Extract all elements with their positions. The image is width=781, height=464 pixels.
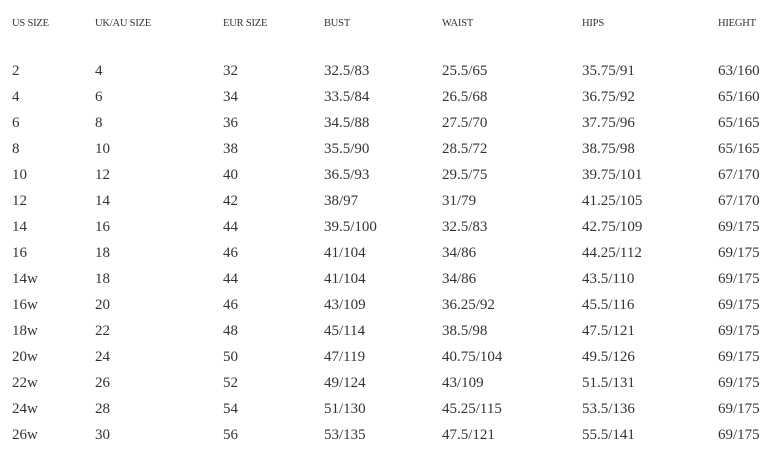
cell-bust: 32.5/83 [324,63,370,79]
cell-waist: 38.5/98 [442,323,488,339]
cell-bust: 51/130 [324,401,366,417]
column-header-bust: BUST [324,18,351,29]
cell-uk-au-size: 22 [95,323,110,339]
cell-us-size: 16w [12,297,38,313]
cell-bust: 45/114 [324,323,366,339]
cell-waist: 34/86 [442,245,477,261]
table-row [0,214,781,240]
left-gutter [0,318,12,344]
cell-us-size: 6 [12,115,20,131]
left-gutter [0,292,12,318]
cell-waist: 31/79 [442,193,477,209]
cell-uk-au-size: 16 [95,219,110,235]
cell-uk-au-size: 4 [95,63,103,79]
left-gutter [0,136,12,162]
cell-waist: 32.5/83 [442,219,488,235]
cell-height: 67/170 [718,193,760,209]
cell-uk-au-size: 18 [95,271,110,287]
table-row [0,188,781,214]
cell-hips: 53.5/136 [582,401,635,417]
cell-height: 65/165 [718,141,760,157]
cell-eur-size: 44 [223,219,238,235]
cell-bust: 47/119 [324,349,366,365]
cell-waist: 43/109 [442,375,484,391]
table-row [0,240,781,266]
cell-height: 69/175 [718,427,760,443]
cell-height: 63/160 [718,63,760,79]
column-header-waist: WAIST [442,18,474,29]
table-row [0,396,781,422]
cell-bust: 43/109 [324,297,366,313]
cell-bust: 41/104 [324,271,366,287]
cell-eur-size: 34 [223,89,238,105]
column-header-hips: HIPS [582,18,604,29]
left-gutter [0,266,12,292]
table-row [0,84,781,110]
cell-hips: 41.25/105 [582,193,643,209]
size-chart-header [0,0,781,48]
cell-us-size: 14w [12,271,38,287]
cell-waist: 25.5/65 [442,63,488,79]
left-gutter [0,370,12,396]
cell-us-size: 18w [12,323,38,339]
cell-bust: 36.5/93 [324,167,370,183]
cell-eur-size: 52 [223,375,238,391]
cell-bust: 39.5/100 [324,219,377,235]
cell-uk-au-size: 26 [95,375,110,391]
cell-eur-size: 50 [223,349,238,365]
cell-eur-size: 46 [223,245,238,261]
left-gutter [0,188,12,214]
cell-hips: 55.5/141 [582,427,635,443]
cell-eur-size: 40 [223,167,238,183]
left-gutter [0,396,12,422]
cell-waist: 34/86 [442,271,477,287]
cell-waist: 28.5/72 [442,141,488,157]
cell-height: 69/175 [718,271,760,287]
table-row [0,48,781,84]
cell-hips: 47.5/121 [582,323,635,339]
cell-hips: 36.75/92 [582,89,635,105]
size-chart-body [0,48,781,448]
left-gutter [0,0,12,48]
cell-bust: 49/124 [324,375,366,391]
cell-height: 69/175 [718,375,760,391]
cell-eur-size: 46 [223,297,238,313]
cell-us-size: 8 [12,141,20,157]
cell-uk-au-size: 12 [95,167,110,183]
cell-eur-size: 38 [223,141,238,157]
cell-hips: 37.75/96 [582,115,635,131]
table-row [0,318,781,344]
cell-waist: 27.5/70 [442,115,488,131]
cell-bust: 38/97 [324,193,359,209]
cell-waist: 29.5/75 [442,167,488,183]
left-gutter [0,110,12,136]
cell-us-size: 14 [12,219,27,235]
cell-waist: 36.25/92 [442,297,495,313]
cell-eur-size: 44 [223,271,238,287]
cell-uk-au-size: 30 [95,427,110,443]
cell-height: 69/175 [718,245,760,261]
cell-hips: 42.75/109 [582,219,643,235]
cell-us-size: 20w [12,349,38,365]
table-row [0,370,781,396]
cell-bust: 33.5/84 [324,89,370,105]
column-header-eur-size: EUR SIZE [223,18,268,29]
cell-height: 65/165 [718,115,760,131]
cell-uk-au-size: 18 [95,245,110,261]
cell-hips: 44.25/112 [582,245,642,261]
cell-us-size: 24w [12,401,38,417]
cell-hips: 45.5/116 [582,297,635,313]
cell-eur-size: 48 [223,323,238,339]
left-gutter [0,162,12,188]
cell-hips: 39.75/101 [582,167,643,183]
cell-eur-size: 54 [223,401,238,417]
cell-hips: 51.5/131 [582,375,635,391]
table-row [0,136,781,162]
cell-hips: 43.5/110 [582,271,635,287]
cell-bust: 35.5/90 [324,141,370,157]
column-header-uk-au-size: UK/AU SIZE [95,18,152,29]
cell-uk-au-size: 8 [95,115,103,131]
cell-us-size: 10 [12,167,27,183]
table-row [0,422,781,448]
cell-eur-size: 56 [223,427,238,443]
cell-hips: 38.75/98 [582,141,635,157]
cell-us-size: 22w [12,375,38,391]
cell-us-size: 12 [12,193,27,209]
cell-waist: 47.5/121 [442,427,495,443]
table-row [0,292,781,318]
cell-uk-au-size: 6 [95,89,103,105]
cell-height: 65/160 [718,89,760,105]
cell-eur-size: 36 [223,115,238,131]
left-gutter [0,344,12,370]
cell-us-size: 2 [12,63,20,79]
cell-height: 69/175 [718,219,760,235]
table-row [0,344,781,370]
left-gutter [0,214,12,240]
cell-uk-au-size: 20 [95,297,110,313]
cell-bust: 53/135 [324,427,366,443]
cell-height: 67/170 [718,167,760,183]
left-gutter [0,84,12,110]
cell-us-size: 4 [12,89,20,105]
cell-waist: 45.25/115 [442,401,502,417]
header-row [0,0,781,48]
table-row [0,110,781,136]
cell-height: 69/175 [718,297,760,313]
left-gutter [0,422,12,448]
cell-us-size: 16 [12,245,27,261]
cell-waist: 40.75/104 [442,349,503,365]
cell-eur-size: 32 [223,63,238,79]
cell-hips: 49.5/126 [582,349,635,365]
left-gutter [0,48,12,84]
column-header-height: HIEGHT [718,18,756,29]
cell-uk-au-size: 10 [95,141,110,157]
cell-bust: 34.5/88 [324,115,370,131]
cell-us-size: 26w [12,427,38,443]
cell-height: 69/175 [718,401,760,417]
left-gutter [0,240,12,266]
cell-height: 69/175 [718,349,760,365]
table-row [0,162,781,188]
cell-uk-au-size: 28 [95,401,110,417]
cell-bust: 41/104 [324,245,366,261]
cell-waist: 26.5/68 [442,89,488,105]
table-row [0,266,781,292]
cell-height: 69/175 [718,323,760,339]
cell-uk-au-size: 14 [95,193,110,209]
cell-eur-size: 42 [223,193,238,209]
cell-uk-au-size: 24 [95,349,110,365]
column-header-us-size: US SIZE [12,18,49,29]
cell-hips: 35.75/91 [582,63,635,79]
